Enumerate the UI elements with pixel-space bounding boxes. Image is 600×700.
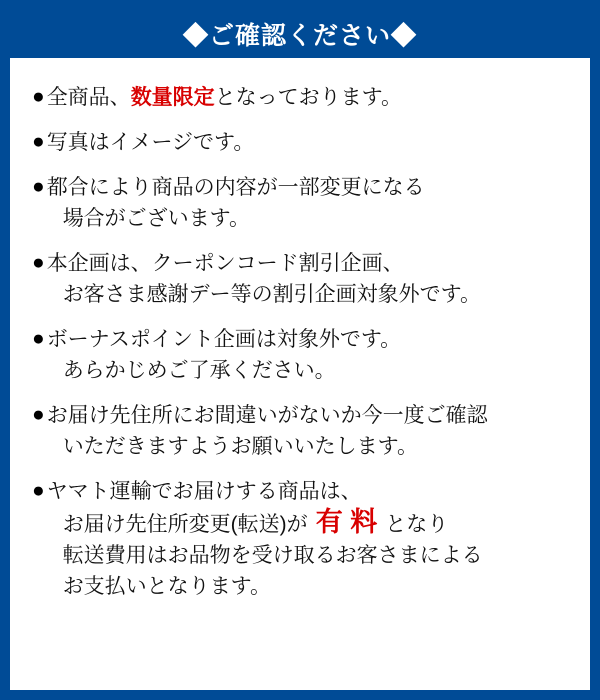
notice-list <box>10 58 590 602</box>
text-segment: となっております。 <box>214 86 403 109</box>
notice-line <box>47 324 568 355</box>
notice-item-text <box>47 324 568 386</box>
notice-line <box>47 203 568 234</box>
notice-line <box>47 431 568 462</box>
notice-line <box>47 248 568 279</box>
text-segment: 場合がございます。 <box>62 207 251 230</box>
bullet-icon: ● <box>32 175 45 198</box>
text-segment: 転送費用はお品物を受け取るお客さまによる <box>62 544 483 567</box>
notice-line <box>47 355 568 386</box>
notice-item <box>32 248 568 310</box>
emphasis-text: 有 料 <box>315 507 378 537</box>
text-segment: お客さま感謝デー等の割引企画対象外です。 <box>62 283 482 306</box>
notice-item <box>32 172 568 234</box>
notice-line <box>47 400 568 431</box>
text-segment: 写真はイメージです。 <box>46 131 255 154</box>
notice-title: ◆ご確認ください◆ <box>182 22 417 50</box>
notice-item <box>32 324 568 386</box>
bullet-icon: ● <box>32 130 45 153</box>
text-segment: お届け先住所にお間違いがないか今一度ご確認 <box>46 404 488 427</box>
notice-line <box>47 507 568 540</box>
text-segment: 全商品、 <box>46 86 131 109</box>
text-segment: いただきますようお願いいたします。 <box>62 435 419 458</box>
text-segment: あらかじめご了承ください。 <box>62 359 336 382</box>
notice-item <box>32 400 568 462</box>
notice-line <box>47 127 568 158</box>
highlight-text: 数量限定 <box>130 86 215 109</box>
notice-line <box>47 540 568 571</box>
text-segment: 本企画は、クーポンコード割引企画、 <box>46 252 404 275</box>
notice-line <box>47 172 568 203</box>
notice-item-text <box>47 476 568 602</box>
notice-item-text <box>47 82 568 113</box>
bullet-icon: ● <box>32 85 45 108</box>
text-segment: お届け先住所変更(転送)が <box>62 513 308 536</box>
notice-item-text <box>47 172 568 234</box>
notice-item-text <box>47 127 568 158</box>
text-segment: ボーナスポイント企画は対象外です。 <box>46 328 402 351</box>
notice-header <box>10 10 590 58</box>
notice-item <box>32 476 568 602</box>
notice-item-text <box>47 248 568 310</box>
bullet-icon: ● <box>32 403 45 426</box>
text-segment: となり <box>385 513 449 536</box>
notice-item <box>32 127 568 158</box>
bullet-icon: ● <box>32 327 45 350</box>
notice-line <box>47 476 568 507</box>
text-segment: ヤマト運輸でお届けする商品は、 <box>46 480 362 503</box>
text-segment: お支払いとなります。 <box>62 575 272 598</box>
notice-line <box>47 571 568 602</box>
notice-line <box>47 82 568 113</box>
bullet-icon: ● <box>32 251 45 274</box>
notice-item <box>32 82 568 113</box>
bullet-icon: ● <box>32 479 45 502</box>
text-segment: 都合により商品の内容が一部変更になる <box>46 176 425 199</box>
notice-item-text <box>47 400 568 462</box>
notice-line <box>47 279 568 310</box>
